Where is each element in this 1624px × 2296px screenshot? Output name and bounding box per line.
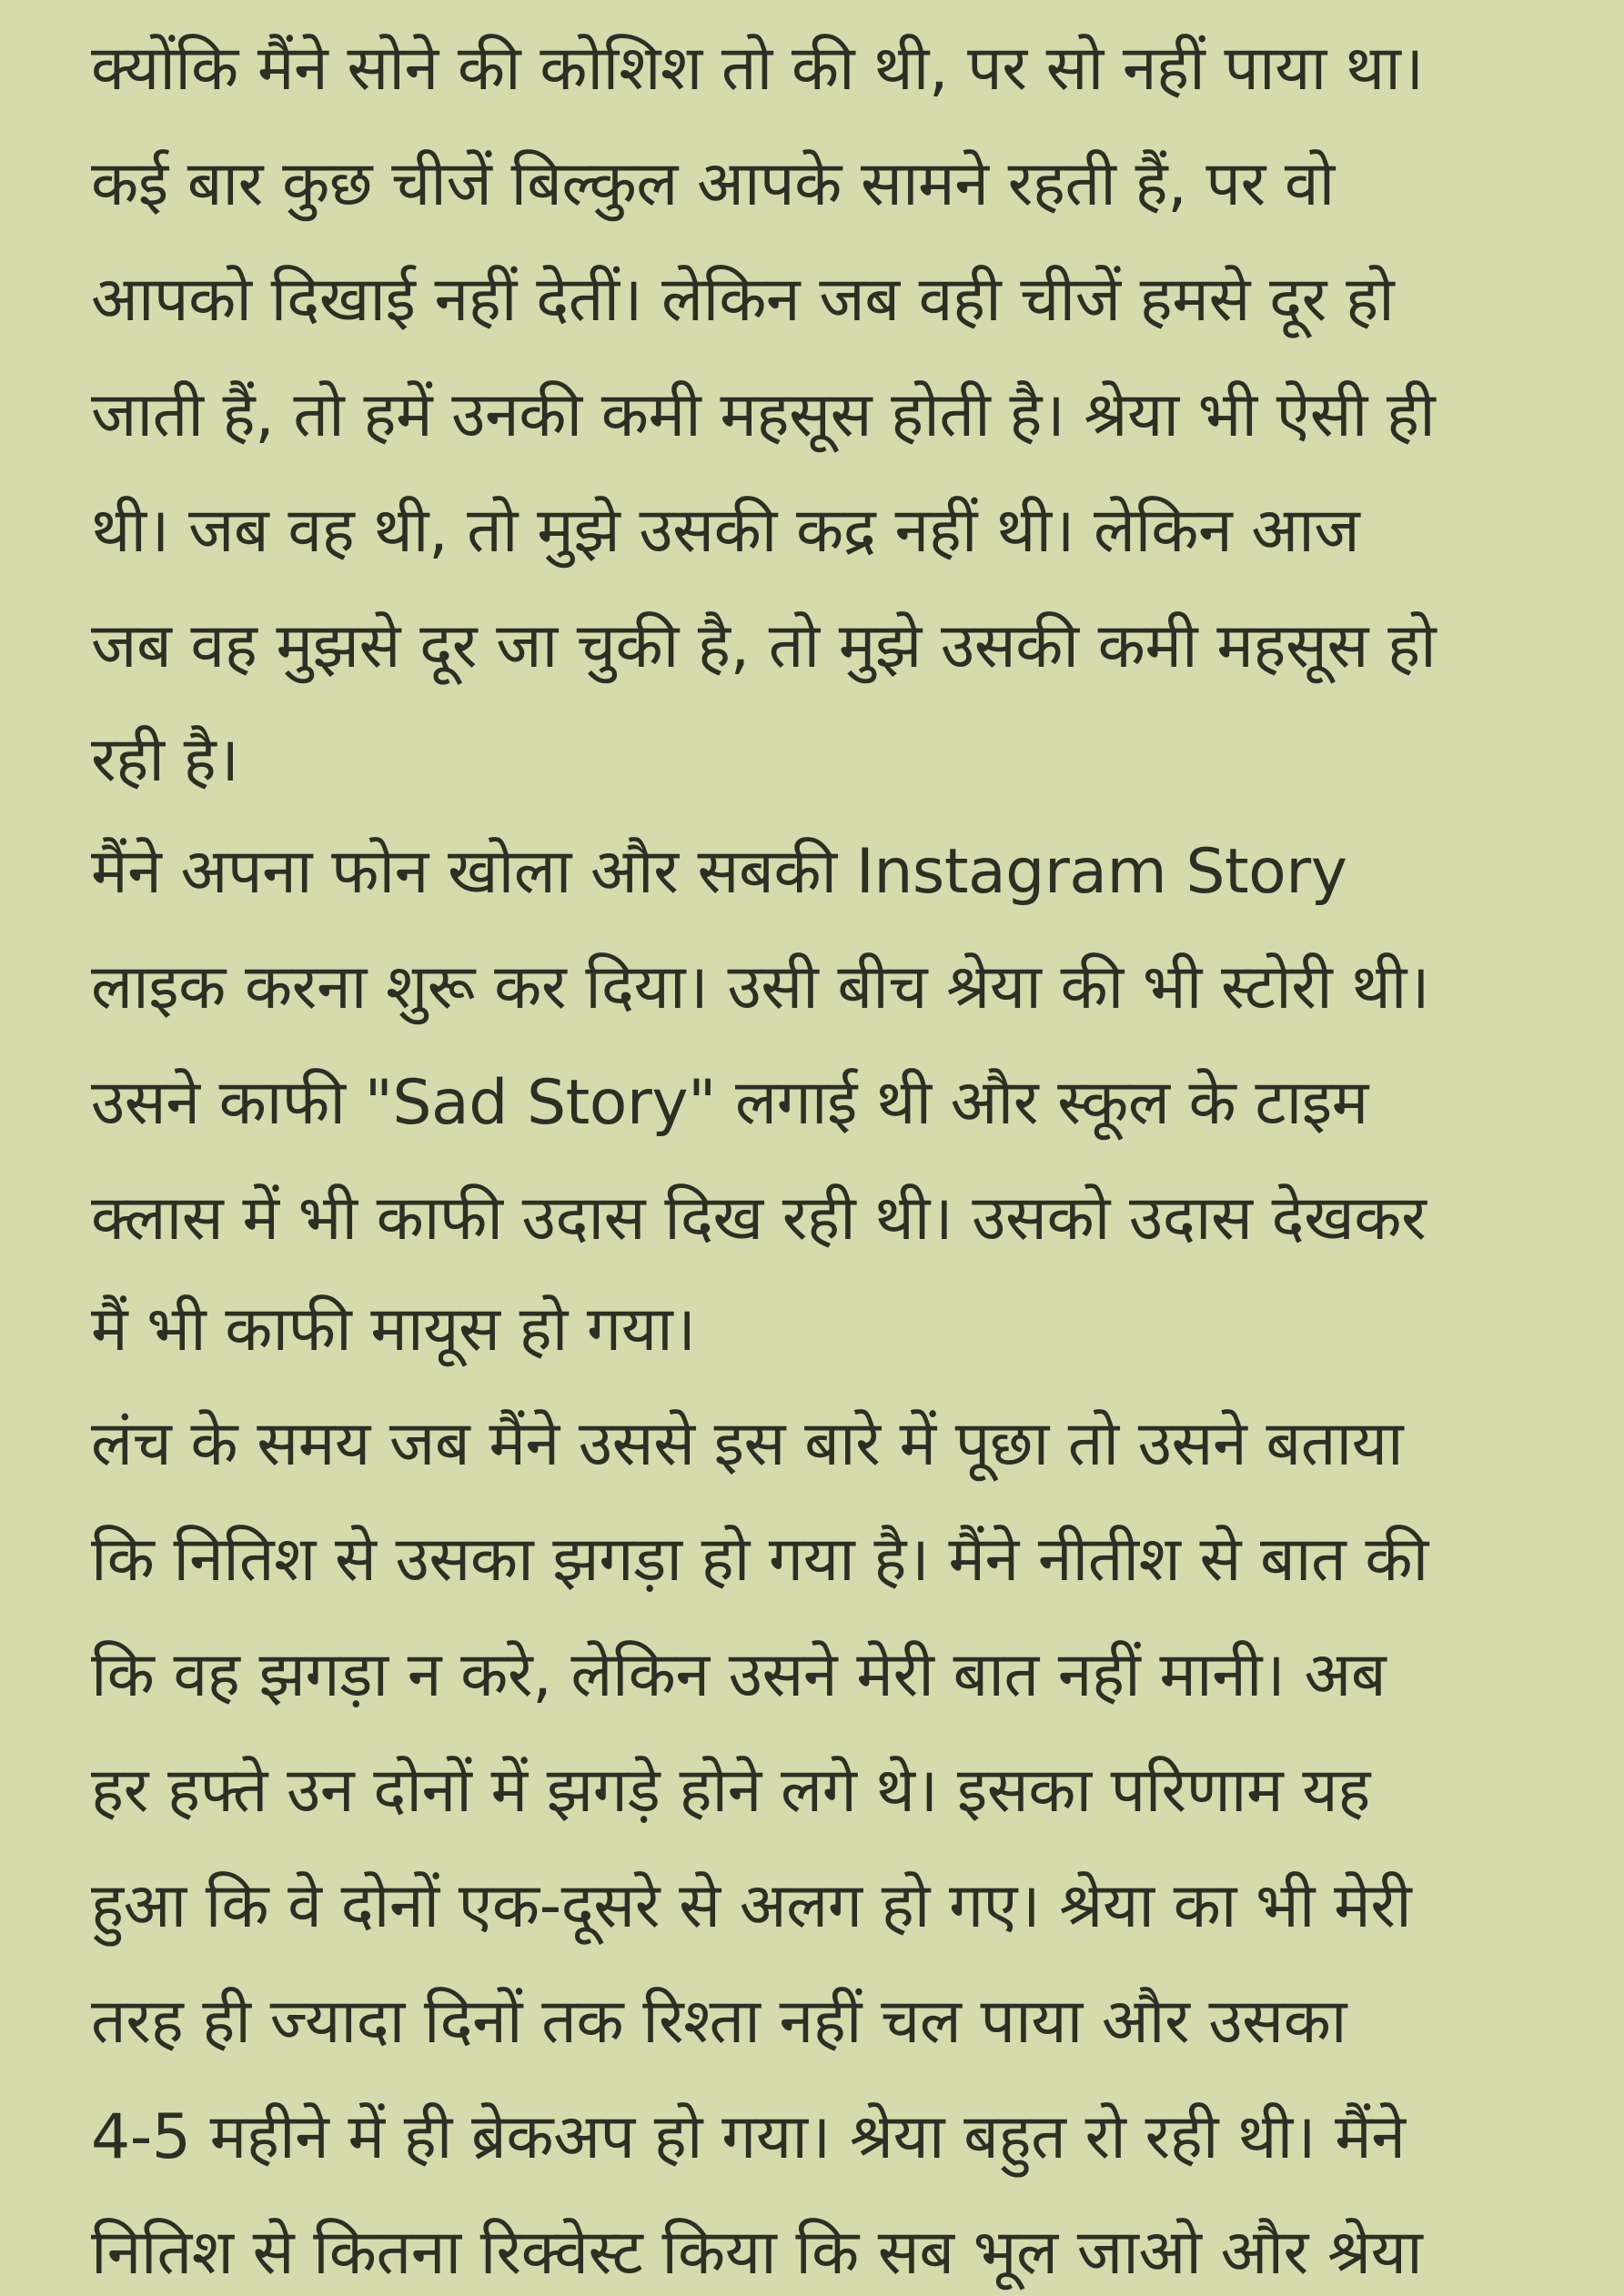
text-line: आपको दिखाई नहीं देतीं। लेकिन जब वही चीजें हमसे दूर हो xyxy=(91,264,1395,336)
text-line: रही है। xyxy=(91,724,239,796)
text-line: नितिश से कितना रिक्वेस्ट किया कि सब भूल जाओ और श्रेया xyxy=(91,2217,1423,2289)
text-line: मैंने अपना फोन खोला और सबकी Instagram Story xyxy=(91,836,1347,908)
text-line: लाइक करना शुरू कर दिया। उसी बीच श्रेया की भी स्टोरी थी। xyxy=(91,952,1430,1023)
text-line: उसने काफी "Sad Story" लगाई थी और स्कूल के टाइम xyxy=(91,1067,1368,1139)
text-line: क्योंकि मैंने सोने की कोशिश तो की थी, पर सो नहीं पाया था। xyxy=(91,33,1424,105)
text-line: हुआ कि वे दोनों एक-दूसरे से अलग हो गए। श्रेया का भी मेरी xyxy=(91,1870,1412,1942)
text-line: कि वह झगड़ा न करे, लेकिन उसने मेरी बात नहीं मानी। अब xyxy=(91,1639,1387,1711)
text-line: क्लास में भी काफी उदास दिख रही थी। उसको उदास देखकर xyxy=(91,1183,1427,1254)
text-line: कि नितिश से उसका झगड़ा हो गया है। मैंने नीतीश से बात की xyxy=(91,1524,1428,1596)
text-line: तरह ही ज्यादा दिनों तक रिश्ता नहीं चल पाया और उसका xyxy=(91,1986,1347,2058)
text-line: हर हफ्ते उन दोनों में झगड़े होने लगे थे। इसका परिणाम यह xyxy=(91,1755,1370,1827)
text-line: जब वह मुझसे दूर जा चुकी है, तो मुझे उसकी कमी महसूस हो xyxy=(91,610,1437,682)
text-line: जाती हैं, तो हमें उनकी कमी महसूस होती है। श्रेया भी ऐसी ही xyxy=(91,379,1436,451)
text-line: मैं भी काफी मायूस हो गया। xyxy=(91,1294,696,1365)
text-line: थी। जब वह थी, तो मुझे उसकी कद्र नहीं थी। लेकिन आज xyxy=(91,495,1360,567)
text-line: लंच के समय जब मैंने उससे इस बारे में पूछा तो उसने बताया xyxy=(91,1408,1404,1480)
text-line: कई बार कुछ चीजें बिल्कुल आपके सामने रहती हैं, पर वो xyxy=(91,148,1335,220)
text-line: 4-5 महीने में ही ब्रेकअप हो गया। श्रेया बहुत रो रही थी। मैंने xyxy=(91,2101,1406,2173)
